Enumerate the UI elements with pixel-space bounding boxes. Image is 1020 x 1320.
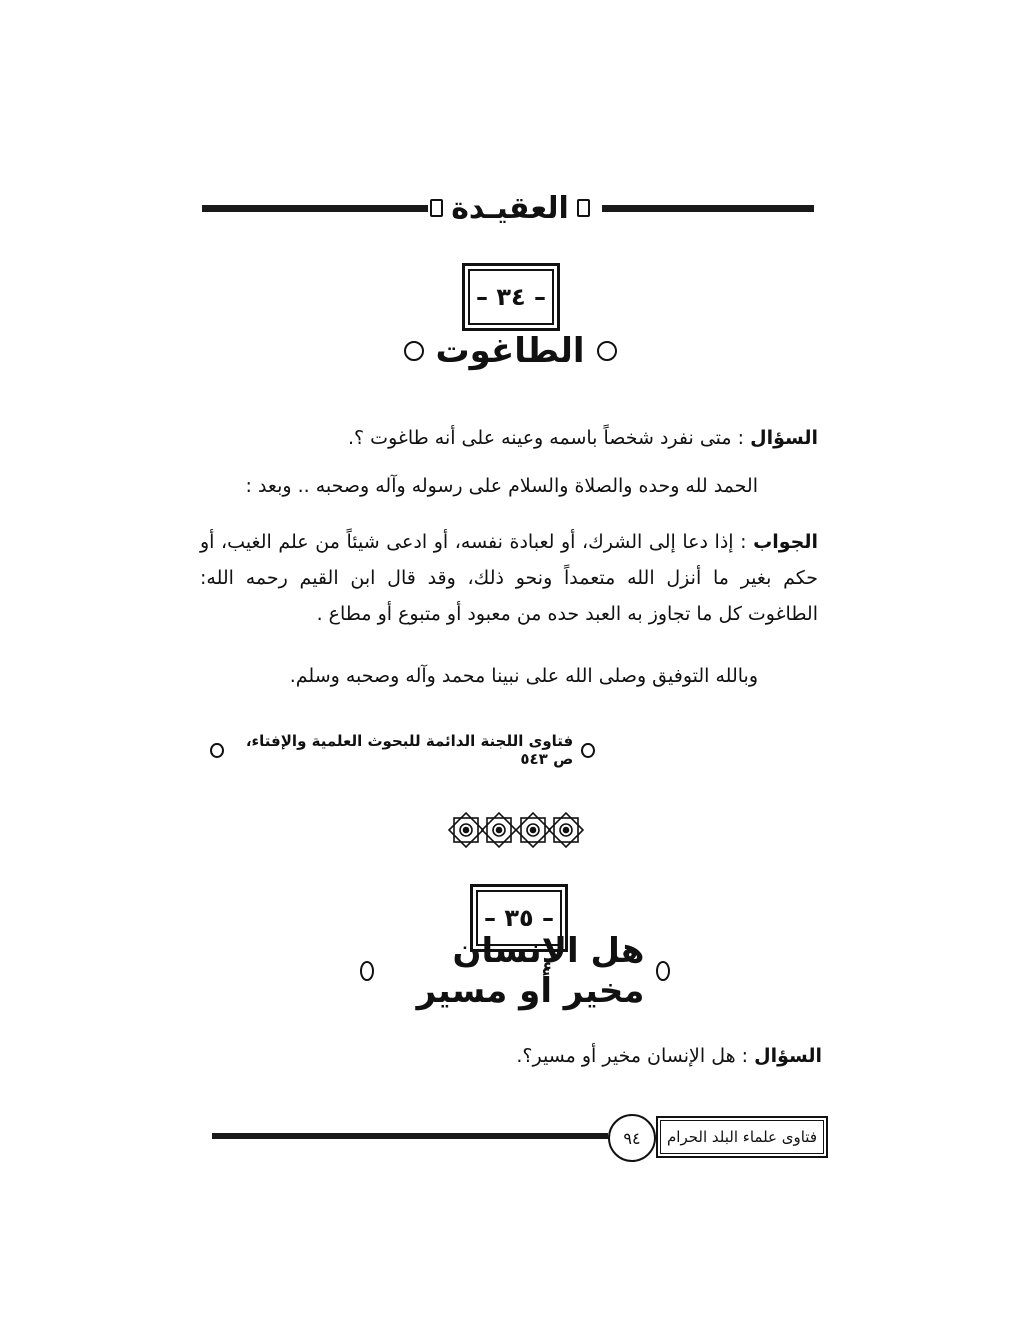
page-number-text: ٩٤: [623, 1128, 641, 1148]
footer-book-title: فتاوى علماء البلد الحرام: [660, 1120, 824, 1154]
question-text: متى نفرد شخصاً باسمه وعينه على أنه طاغوت ؟.: [348, 427, 732, 449]
fatwa-title-text: الطاغوت: [435, 331, 585, 371]
closing-paragraph: [240, 658, 758, 694]
header-rule-left: [202, 205, 428, 212]
source-text: فتاوى اللجنة الدائمة للبحوث العلمية والإفتاء، ص ٥٤٣: [245, 732, 574, 768]
star-ornament-icon: [516, 813, 550, 847]
header-rule-right: [602, 205, 814, 212]
chapter-title-text: العقيـدة: [451, 190, 569, 226]
circle-bullet-icon: [581, 743, 595, 758]
fatwa-title-text: هل الإنسان مخير أو مسير: [416, 931, 645, 1011]
star-ornament-icon: [482, 813, 516, 847]
star-ornament-icon: [549, 813, 583, 847]
fatwa-number-box: [462, 263, 560, 331]
fatwa-number: – ٣٥ –: [476, 890, 562, 946]
page-number: [608, 1114, 656, 1162]
question-paragraph: السؤال : متى نفرد شخصاً باسمه وعينه على أنه طاغوت ؟.: [348, 427, 818, 449]
question-label: السؤال: [754, 1045, 822, 1067]
square-bullet-icon: [430, 199, 443, 217]
circle-bullet-icon: [210, 743, 224, 758]
closing-text: وبالله التوفيق وصلى الله على نبينا محمد وآله وصحبه وسلم.: [289, 665, 758, 687]
question-text: هل الإنسان مخير أو مسير؟.: [516, 1045, 736, 1067]
chapter-title: [430, 186, 590, 230]
fatwa-number: – ٣٤ –: [468, 269, 554, 325]
star-ornament-icon: [449, 813, 483, 847]
question-label: السؤال: [750, 427, 818, 449]
opening-paragraph: [240, 468, 758, 504]
question-paragraph: السؤال : هل الإنسان مخير أو مسير؟.: [516, 1045, 822, 1067]
footer-book-title-box: [656, 1116, 828, 1158]
fatwa-title: [360, 931, 670, 1011]
opening-text: الحمد لله وحده والصلاة والسلام على رسوله وآله وصحبه .. وبعد :: [245, 475, 758, 497]
answer-text: إذا دعا إلى الشرك، أو لعبادة نفسه، أو ادعى شيئاً من علم الغيب، أو حكم بغير ما أنزل الله متعمداً ونحو ذلك، وقد قال ابن القيم رحمه الله: الطاغوت كل ما تجاوز به العبد حده من معبود أو متبوع أو مطاع .: [200, 531, 818, 625]
answer-label: الجواب: [753, 531, 819, 553]
source-citation: [210, 732, 595, 768]
footer-rule: [212, 1133, 608, 1139]
ornament-divider: [448, 812, 584, 848]
fatwa-title: [400, 326, 620, 376]
answer-paragraph: الجواب : إذا دعا إلى الشرك، أو لعبادة نفسه، أو ادعى شيئاً من علم الغيب، أو حكم بغير ما أنزل الله متعمداً ونحو ذلك، وقد قال ابن القيم رحمه الله: الطاغوت كل ما تجاوز به العبد حده من معبود أو متبوع أو مطاع .: [200, 531, 819, 625]
circle-bullet-icon: [404, 341, 424, 361]
square-bullet-icon: [577, 199, 590, 217]
circle-bullet-icon: [656, 961, 670, 981]
circle-bullet-icon: [597, 341, 617, 361]
circle-bullet-icon: [360, 961, 374, 981]
